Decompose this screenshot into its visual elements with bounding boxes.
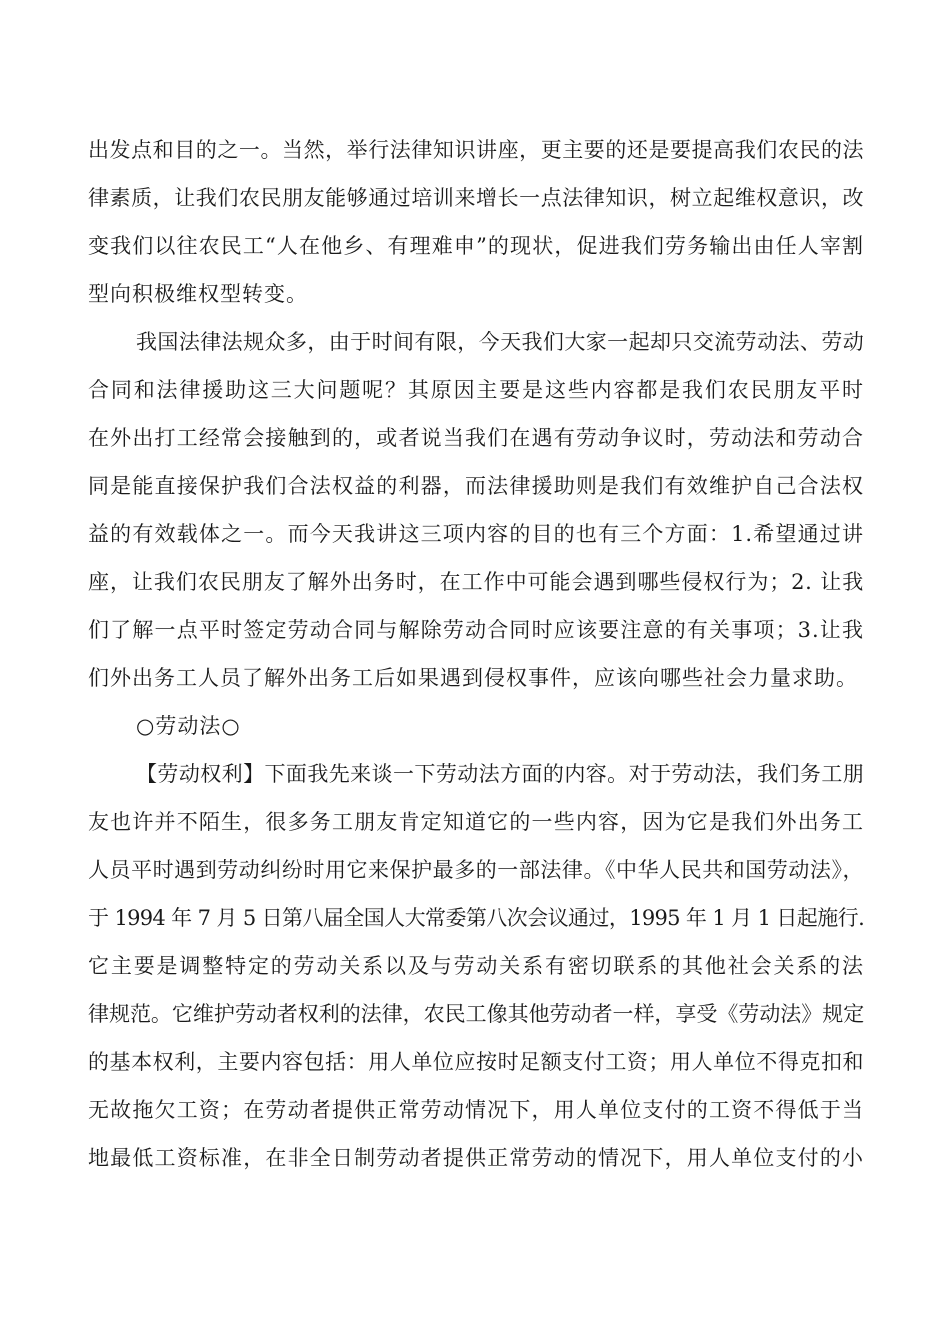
text-line: 同是能直接保护我们合法权益的利器，而法律援助则是我们有效维护自己合法权 [88,474,864,498]
text-line: 【劳动权利】下面我先来谈一下劳动法方面的内容。对于劳动法，我们务工朋 [136,762,864,786]
text-line: 们外出务工人员了解外出务工后如果遇到侵权事件，应该向哪些社会力量求助。 [88,666,858,690]
text-line: 无故拖欠工资；在劳动者提供正常劳动情况下，用人单位支付的工资不得低于当 [88,1098,864,1122]
text-line: 地最低工资标准，在非全日制劳动者提供正常劳动的情况下，用人单位支付的小 [88,1146,864,1170]
text-line: 型向积极维权型转变。 [88,282,308,306]
text-line: 在外出打工经常会接触到的，或者说当我们在遇有劳动争议时，劳动法和劳动合 [88,426,864,450]
text-line: 它主要是调整特定的劳动关系以及与劳动关系有密切联系的其他社会关系的法 [88,954,864,978]
document-body [88,126,864,1182]
text-line: 的基本权利，主要内容包括：用人单位应按时足额支付工资；用人单位不得克扣和 [88,1050,864,1074]
text-line: 益的有效载体之一。而今天我讲这三项内容的目的也有三个方面：1.希望通过讲 [88,522,864,546]
text-line: 们了解一点平时签定劳动合同与解除劳动合同时应该要注意的有关事项；3.让我 [88,618,864,642]
text-line: 出发点和目的之一。当然，举行法律知识讲座，更主要的还是要提高我们农民的法 [88,138,864,162]
section-heading [88,702,864,750]
text-line: ○劳动法○ [136,714,241,738]
paragraph [88,126,864,318]
text-line: 变我们以往农民工“人在他乡、有理难申”的现状，促进我们劳务输出由任人宰割 [88,234,864,258]
text-line: 友也许并不陌生，很多务工朋友肯定知道它的一些内容，因为它是我们外出务工 [88,810,864,834]
text-line: 人员平时遇到劳动纠纷时用它来保护最多的一部法律。《中华人民共和国劳动法》， [88,858,864,882]
paragraph [88,318,864,702]
text-line: 律素质，让我们农民朋友能够通过培训来增长一点法律知识，树立起维权意识，改 [88,186,864,210]
paragraph [88,750,864,1182]
text-line: 座，让我们农民朋友了解外出务时，在工作中可能会遇到哪些侵权行为；2. 让我 [88,570,864,594]
text-line: 合同和法律援助这三大问题呢？其原因主要是这些内容都是我们农民朋友平时 [88,378,864,402]
text-line: 我国法律法规众多，由于时间有限，今天我们大家一起却只交流劳动法、劳动 [136,330,864,354]
text-line: 于 1994 年 7 月 5 日第八届全国人大常委第八次会议通过，1995 年 1 月 1 日起施行. [88,906,864,930]
text-line: 律规范。它维护劳动者权利的法律，农民工像其他劳动者一样，享受《劳动法》规定 [88,1002,864,1026]
